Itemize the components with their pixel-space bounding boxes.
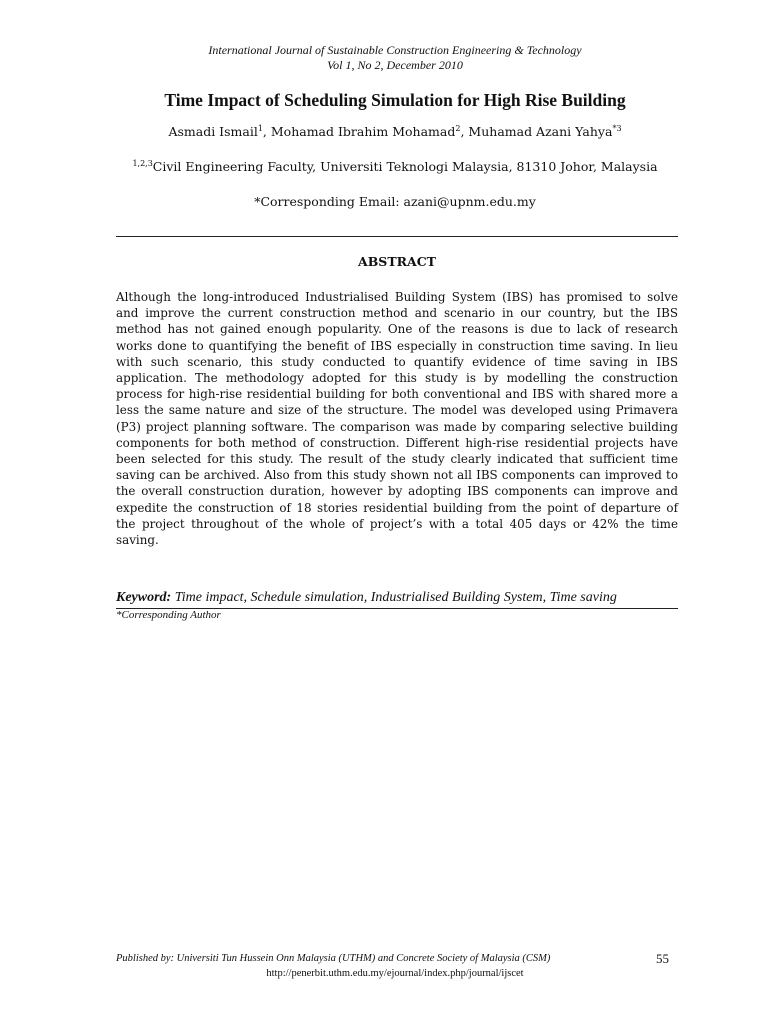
journal-url: http://penerbit.uthm.edu.my/ejournal/index.php/journal/ijscet	[266, 968, 524, 979]
author-separator: ,	[460, 124, 469, 139]
journal-name: International Journal of Sustainable Construction Engineering & Technology	[208, 43, 582, 57]
journal-header	[0, 43, 768, 73]
abstract-body: Although the long-introduced Industrialised Building System (IBS) has promised to solve and improve the current construction method and scenario in our country, but the IBS method has not gained enough popularity. One of the reasons is due to lack of research works done to quantifying the benefit of IBS especially in construction time saving. In lieu with such scenario, this study conducted to quantify evidence of time saving in IBS application. The methodology adopted for this study is by modelling the construction process for high-rise residential building for both conventional and IBS with shared more a less the same nature and size of the structure. The model was developed using Primavera (P3) project planning software. The comparison was made by comparing selective building components for both method of construction. Different high-rise residential projects have been selected for this study. The result of the study clearly indicated that sufficient time saving can be archived. Also from this study shown not all IBS components can improved to the overall construction duration, however by adopting IBS components can improve and expedite the construction of 18 stories residential building from the point of departure of the project throughout of the whole of project’s with a total 405 days or 42% the time saving.	[116, 290, 678, 548]
abstract-heading: ABSTRACT	[358, 254, 436, 269]
publisher-line: Published by: Universiti Tun Hussein Onn Malaysia (UTHM) and Concrete Society of Malaysia (CSM)	[116, 953, 551, 964]
author-name: Muhamad Azani Yahya	[468, 124, 613, 139]
affiliation-mark: 1,2,3	[132, 158, 153, 168]
corresponding-email: *Corresponding Email: azani@upnm.edu.my	[254, 194, 536, 209]
page-number: 55	[656, 951, 669, 966]
keywords-label: Keyword:	[116, 590, 172, 605]
author-affiliation-mark: *3	[612, 123, 622, 133]
author-name: Mohamad Ibrahim Mohamad	[270, 124, 456, 139]
author-list	[0, 124, 768, 139]
affiliation	[0, 159, 768, 174]
paper-title: Time Impact of Scheduling Simulation for High Rise Building	[164, 90, 626, 110]
author-name: Asmadi Ismail	[168, 124, 258, 139]
journal-volume: Vol 1, No 2, December 2010	[327, 58, 463, 72]
corresponding-author-note: *Corresponding Author	[116, 609, 221, 621]
keywords-text: Time impact, Schedule simulation, Industrialised Building System, Time saving	[171, 590, 617, 605]
keywords	[116, 590, 678, 606]
author-affiliation-mark: 2	[455, 123, 461, 133]
header-divider	[116, 236, 678, 237]
author-separator: ,	[262, 124, 271, 139]
affiliation-text: Civil Engineering Faculty, Universiti Teknologi Malaysia, 81310 Johor, Malaysia	[152, 159, 658, 174]
author-affiliation-mark: 1	[257, 123, 263, 133]
